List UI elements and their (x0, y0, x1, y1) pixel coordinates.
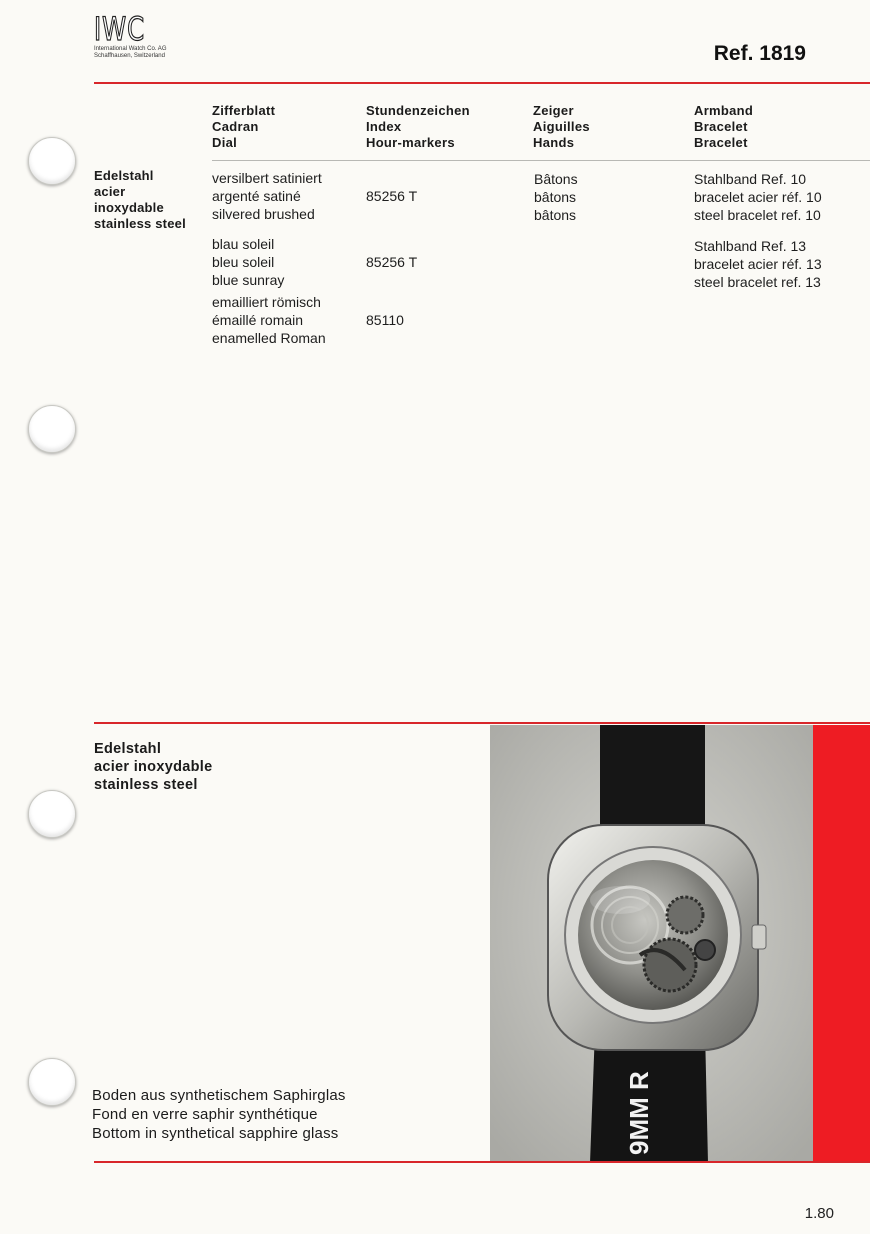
caption (92, 1086, 346, 1143)
watch-caseback-photo (490, 725, 813, 1163)
lower-material-label (94, 740, 212, 794)
row1-hands-en: bâtons (534, 207, 577, 223)
logo-company: International Watch Co. AG (94, 46, 167, 52)
page-title: Ref. 1819 (713, 42, 806, 65)
top-red-rule (94, 82, 870, 84)
row3-dial-de: emailliert römisch (212, 294, 321, 310)
lower-material-en: stainless steel (94, 777, 198, 793)
logo-location: Schaffhausen, Switzerland (94, 53, 165, 59)
row3-dial-en: enamelled Roman (212, 330, 326, 346)
material-fr-2: inoxydable (94, 200, 164, 215)
row1-dial-en: silvered brushed (212, 206, 315, 222)
sapphire-glass (578, 860, 728, 1010)
page-number: 1.80 (804, 1205, 834, 1222)
row2-bracelet-fr: bracelet acier réf. 13 (694, 256, 822, 272)
row1-hands-fr: bâtons (534, 189, 577, 205)
header-hands-fr: Aiguilles (533, 119, 590, 134)
header-index-fr: Index (366, 119, 402, 134)
lower-material-de: Edelstahl (94, 741, 162, 757)
caption-fr: Fond en verre saphir synthétique (92, 1106, 318, 1123)
header-hands-de: Zeiger (533, 103, 574, 118)
row1-dial-de: versilbert satiniert (212, 170, 322, 186)
row2-dial-fr: bleu soleil (212, 254, 275, 270)
row2-dial (212, 235, 284, 289)
row3-index: 85110 (366, 312, 404, 328)
row1-hands-de: Bâtons (534, 171, 578, 187)
header-hands-en: Hands (533, 135, 575, 150)
row1-dial-fr: argenté satiné (212, 188, 301, 204)
header-bracelet (694, 103, 753, 151)
binder-hole (28, 790, 76, 838)
row2-bracelet (694, 237, 822, 291)
middle-red-rule (94, 722, 870, 724)
binder-hole (28, 405, 76, 453)
caption-en: Bottom in synthetical sapphire glass (92, 1125, 339, 1142)
header-divider (212, 160, 870, 161)
caption-de: Boden aus synthetischem Saphirglas (92, 1087, 346, 1104)
header-bracelet-en: Bracelet (694, 135, 748, 150)
movement-gear (667, 897, 703, 933)
movement-gear (644, 939, 696, 991)
bottom-red-rule (94, 1161, 870, 1163)
row3-dial (212, 293, 326, 347)
red-accent-block (813, 725, 870, 1163)
row2-dial-de: blau soleil (212, 236, 275, 252)
lower-material-fr: acier inoxydable (94, 759, 213, 775)
binder-hole (28, 137, 76, 185)
material-label (94, 168, 186, 232)
header-index-en: Hour-markers (366, 135, 455, 150)
row1-bracelet-fr: bracelet acier réf. 10 (694, 189, 822, 205)
row1-bracelet (694, 170, 822, 224)
logo-mark: IWC (94, 10, 146, 48)
row1-hands (534, 170, 578, 224)
row1-bracelet-de: Stahlband Ref. 10 (694, 171, 807, 187)
header-index-de: Stundenzeichen (366, 103, 470, 118)
watch-illustration (490, 725, 813, 1163)
header-dial-fr: Cadran (212, 119, 259, 134)
material-de: Edelstahl (94, 168, 154, 183)
header-dial-en: Dial (212, 135, 238, 150)
binder-hole (28, 1058, 76, 1106)
material-en: stainless steel (94, 216, 186, 231)
row2-bracelet-en: steel bracelet ref. 13 (694, 274, 821, 290)
header-hands (533, 103, 590, 151)
header-dial-de: Zifferblatt (212, 103, 276, 118)
row3-dial-fr: émaillé romain (212, 312, 304, 328)
strap-text: 9MM R (624, 1071, 654, 1155)
header-bracelet-de: Armband (694, 103, 754, 118)
row1-bracelet-en: steel bracelet ref. 10 (694, 207, 821, 223)
header-index (366, 103, 470, 151)
row1-index: 85256 T (366, 188, 418, 204)
iwc-logo (94, 12, 166, 60)
row2-index: 85256 T (366, 254, 418, 270)
row1-dial (212, 169, 322, 223)
row2-dial-en: blue sunray (212, 272, 285, 288)
material-fr-1: acier (94, 184, 126, 199)
row2-bracelet-de: Stahlband Ref. 13 (694, 238, 807, 254)
header-dial (212, 103, 275, 151)
watch-crown (752, 925, 766, 949)
header-bracelet-fr: Bracelet (694, 119, 748, 134)
